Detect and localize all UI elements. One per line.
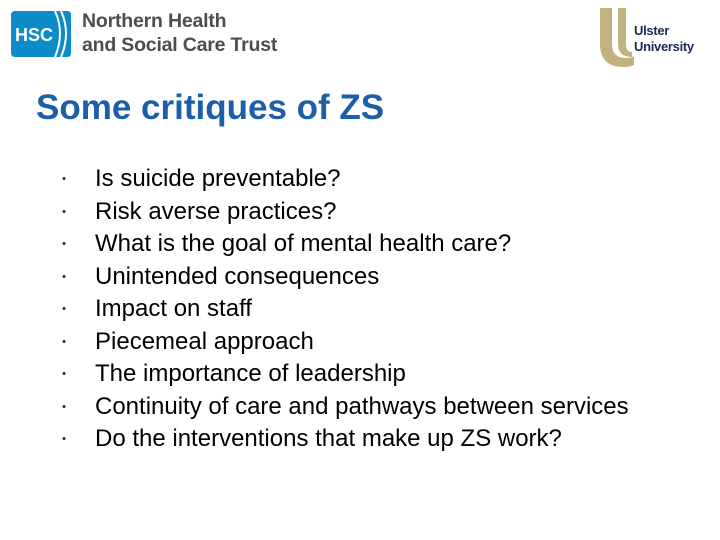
bullet-text: Is suicide preventable? xyxy=(95,165,341,192)
slide-title: Some critiques of ZS xyxy=(36,88,385,127)
bullet-dot-icon: • xyxy=(62,400,66,413)
hsc-name-line2: and Social Care Trust xyxy=(82,34,278,56)
bullet-text: The importance of leadership xyxy=(95,360,406,387)
slide-header xyxy=(0,0,720,75)
bullet-dot-icon: • xyxy=(62,303,66,315)
ulster-name-line1: Ulster xyxy=(634,23,670,38)
bullet-dot-icon: • xyxy=(62,270,66,283)
ulster-university-name xyxy=(634,23,694,55)
hsc-organisation-name xyxy=(82,9,277,57)
bullet-dot-icon: • xyxy=(62,205,66,218)
bullet-dot-icon: • xyxy=(62,368,66,380)
bullet-text: What is the goal of mental health care? xyxy=(95,230,512,257)
bullet-text: Risk averse practices? xyxy=(95,197,337,225)
ulster-name-line2: University xyxy=(634,39,694,54)
hsc-logo xyxy=(9,9,73,59)
bullet-text: Continuity of care and pathways between services xyxy=(95,392,629,420)
hsc-name-line1: Northern Health xyxy=(82,10,227,32)
hsc-logo-mark: HSC xyxy=(15,25,54,45)
bullet-text: Impact on staff xyxy=(95,295,252,322)
bullet-dot-icon: • xyxy=(62,238,66,250)
bullet-text: Unintended consequences xyxy=(95,262,380,290)
bullet-dot-icon: • xyxy=(62,173,66,185)
bullet-text: Piecemeal approach xyxy=(95,327,314,355)
bullet-dot-icon: • xyxy=(62,433,66,445)
bullet-dot-icon: • xyxy=(62,335,66,348)
bullet-text: Do the interventions that make up ZS work? xyxy=(95,425,562,452)
